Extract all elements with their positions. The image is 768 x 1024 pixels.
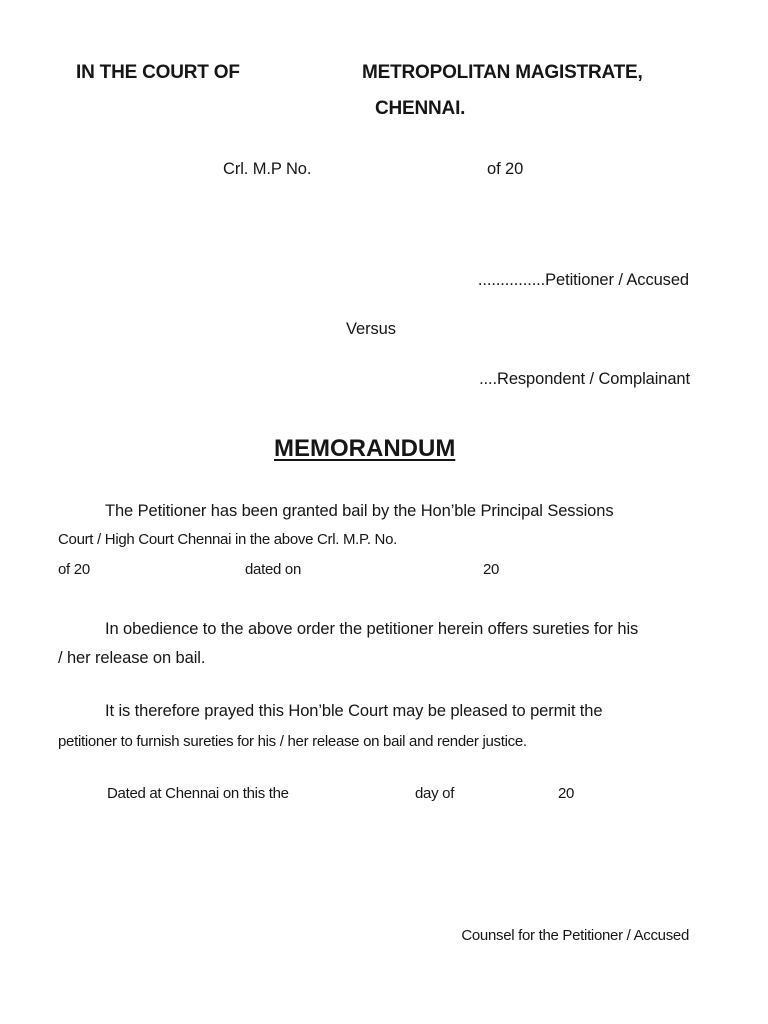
versus-label: Versus: [346, 320, 396, 338]
day-of-label: day of: [415, 785, 455, 802]
paragraph-1-year: 20: [483, 561, 500, 578]
case-number-label: Crl. M.P No.: [223, 160, 312, 178]
paragraph-1-dated-on: dated on: [245, 561, 301, 578]
paragraph-2-line-1: In obedience to the above order the petitioner herein offers sureties for his: [105, 620, 639, 638]
dated-year-label: 20: [558, 785, 575, 802]
counsel-signature-label: Counsel for the Petitioner / Accused: [461, 927, 689, 944]
paragraph-1-line-2: Court / High Court Chennai in the above Crl. M.P. No.: [58, 531, 397, 548]
petitioner-line: ...............Petitioner / Accused: [477, 271, 689, 289]
court-city: CHENNAI.: [375, 98, 466, 119]
respondent-line: ....Respondent / Complainant: [479, 370, 690, 388]
court-prefix: IN THE COURT OF: [76, 62, 240, 83]
paragraph-3-line-2: petitioner to furnish sureties for his / her release on bail and render justice.: [58, 733, 527, 750]
dated-at-label: Dated at Chennai on this the: [107, 785, 289, 802]
document-title: MEMORANDUM: [274, 435, 456, 462]
case-year-label: of 20: [487, 160, 524, 178]
paragraph-1-line-1: The Petitioner has been granted bail by the Hon’ble Principal Sessions: [105, 502, 614, 520]
court-name: METROPOLITAN MAGISTRATE,: [362, 62, 643, 83]
paragraph-2-line-2: / her release on bail.: [58, 649, 206, 667]
paragraph-1-of-year: of 20: [58, 561, 90, 578]
paragraph-3-line-1: It is therefore prayed this Hon’ble Court may be pleased to permit the: [105, 702, 603, 720]
